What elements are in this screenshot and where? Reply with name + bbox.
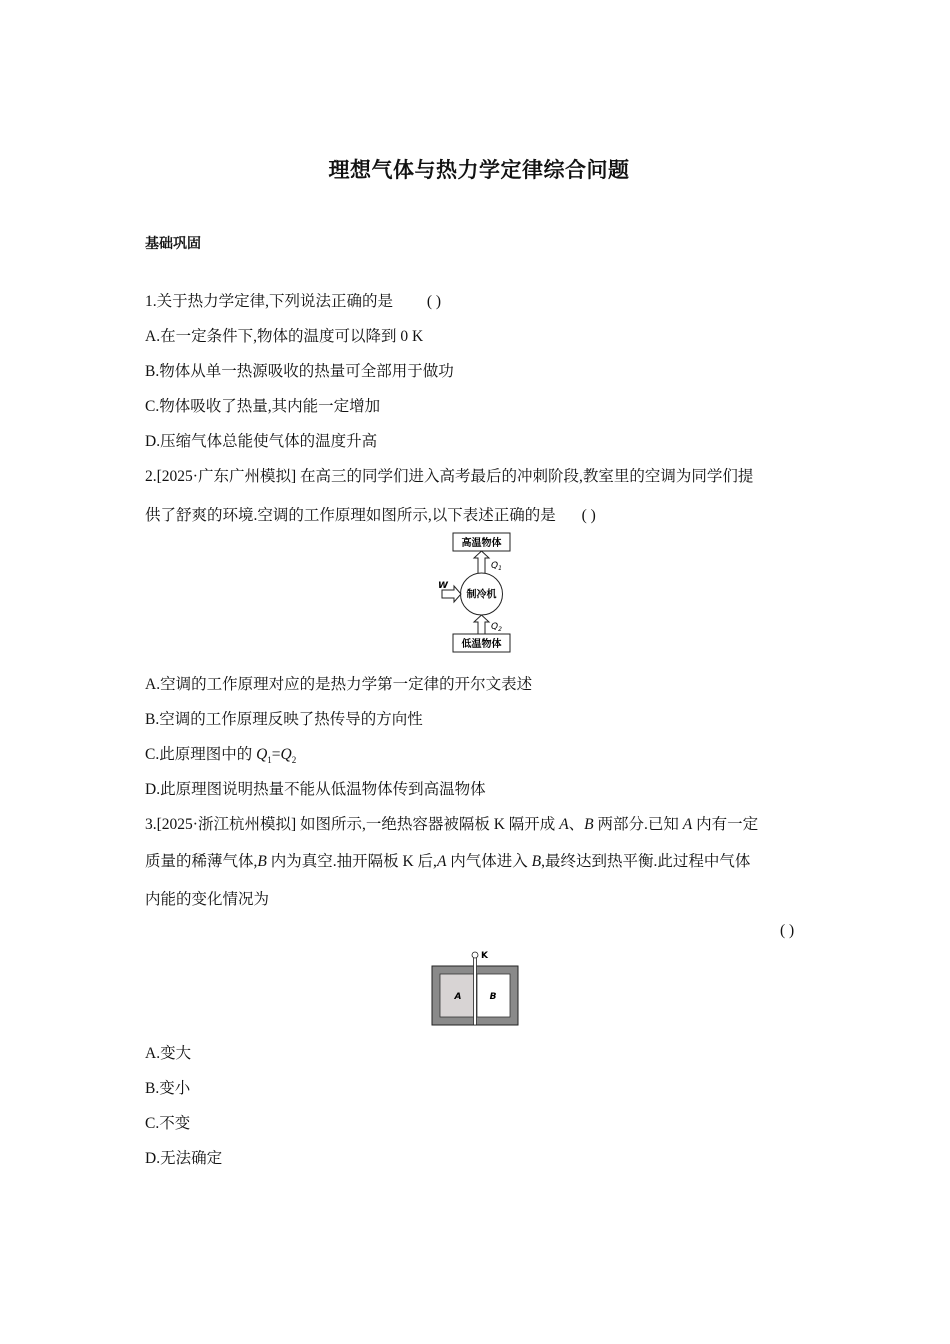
question-1-stem <box>145 289 441 311</box>
separator: 、 <box>568 816 585 833</box>
q3-text: 质量的稀薄气体, <box>145 853 258 870</box>
question-3-line-2 <box>145 849 750 871</box>
q1-option-b: B.物体从单一热源吸收的热量可全部用于做功 <box>145 363 454 380</box>
q1-label: $Q_1$ <box>491 561 502 572</box>
section-heading: 基础巩固 <box>145 236 201 252</box>
low-temp-label: 低温物体 <box>461 639 502 650</box>
question-2-line-1: 2.[2025·广东广州模拟] 在高三的同学们进入高考最后的冲刺阶段,教室里的空调为同学们提 <box>145 468 754 485</box>
question-2-line-2 <box>145 503 596 525</box>
var-b: B <box>531 853 542 870</box>
question-3-line-1 <box>145 812 758 834</box>
high-temp-label: 高温物体 <box>461 538 502 549</box>
question-1-text: 1.关于热力学定律,下列说法正确的是 <box>145 293 394 310</box>
q2-option-a: A.空调的工作原理对应的是热力学第一定律的开尔文表述 <box>145 676 533 693</box>
q3-text: ,最终达到热平衡.此过程中气体 <box>541 853 751 870</box>
partition-k <box>474 957 477 1025</box>
q3-text: 内为真空.抽开隔板 K 后, <box>266 853 437 870</box>
k-label: K <box>481 951 488 961</box>
var-a: A <box>559 816 569 833</box>
var-a: A <box>682 816 693 833</box>
q3-option-b: B.变小 <box>145 1080 191 1097</box>
answer-paren: ( ) <box>581 507 596 524</box>
equals-sign: = <box>271 746 281 763</box>
refrigerator-label: 制冷机 <box>466 589 497 601</box>
b-label: B <box>489 992 497 1002</box>
q2-option-d: D.此原理图说明热量不能从低温物体传到高温物体 <box>145 781 486 798</box>
refrigerator-diagram <box>430 530 530 656</box>
var-b: B <box>584 816 594 833</box>
question-3-line-3: 内能的变化情况为 <box>145 891 270 908</box>
q2-label: $Q_2$ <box>491 622 502 633</box>
q2-option-c <box>145 742 296 765</box>
q1-option-d: D.压缩气体总能使气体的温度升高 <box>145 433 378 450</box>
q2-option-b: B.空调的工作原理反映了热传导的方向性 <box>145 711 423 728</box>
answer-paren: ( ) <box>780 922 795 939</box>
subscript-2: 2 <box>291 755 297 766</box>
container-diagram <box>430 948 522 1028</box>
q2-option-c-text: C.此原理图中的 <box>145 746 257 763</box>
a-label: A <box>454 992 462 1002</box>
answer-paren: ( ) <box>426 293 442 310</box>
partition-handle-icon <box>472 952 478 958</box>
work-label: W <box>438 581 448 591</box>
var-b: B <box>257 853 267 870</box>
subscript-1: 1 <box>267 755 272 766</box>
q-symbol: Q <box>280 746 292 763</box>
question-2-text: 供了舒爽的环境.空调的工作原理如图所示,以下表述正确的是 <box>145 507 556 524</box>
q3-option-c: C.不变 <box>145 1115 191 1132</box>
q-symbol: Q <box>256 746 268 763</box>
arrow-up-icon <box>474 615 489 634</box>
q3-text: 两部分.已知 <box>593 816 683 833</box>
var-a: A <box>436 853 447 870</box>
q3-option-a: A.变大 <box>145 1045 192 1062</box>
q3-text: 内气体进入 <box>446 853 532 870</box>
q3-text: 3.[2025·浙江杭州模拟] 如图所示,一绝热容器被隔板 K 隔开成 <box>145 816 560 833</box>
arrow-up-icon <box>474 551 489 574</box>
q3-option-d: D.无法确定 <box>145 1150 223 1167</box>
page-title: 理想气体与热力学定律综合问题 <box>328 158 630 182</box>
q1-option-a: A.在一定条件下,物体的温度可以降到 0 K <box>145 328 424 345</box>
q1-option-c: C.物体吸收了热量,其内能一定增加 <box>145 398 381 415</box>
q3-text: 内有一定 <box>692 816 759 833</box>
